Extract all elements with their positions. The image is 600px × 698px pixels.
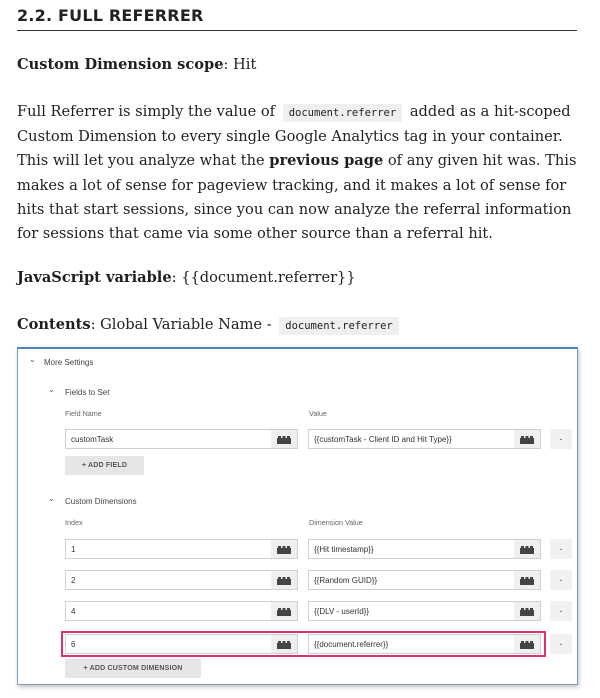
variable-brick-icon[interactable] (514, 539, 541, 559)
dimension-value-input[interactable]: {{Random GUID}} (308, 570, 515, 590)
dimension-value-column-label: Dimension Value (309, 518, 363, 527)
remove-field-button[interactable]: - (550, 429, 572, 449)
scope-value: : Hit (223, 56, 257, 73)
gtm-settings-screenshot (17, 347, 578, 685)
remove-dimension-button[interactable]: - (550, 634, 572, 654)
dimension-value-input[interactable]: {{DLV - userId}} (308, 601, 515, 621)
field-name-input[interactable]: customTask (65, 429, 272, 449)
index-column-label: Index (65, 518, 83, 527)
description-bold: previous page (269, 152, 384, 170)
fields-to-set-toggle[interactable]: Fields to Set (65, 388, 110, 397)
js-variable-label: JavaScript variable (17, 269, 172, 286)
section-title: 2.2. FULL REFERRER (17, 6, 577, 31)
variable-brick-icon[interactable] (514, 570, 541, 590)
contents-line (17, 313, 582, 338)
description-part1: Full Referrer is simply the value of (17, 103, 276, 120)
dimension-value-input[interactable]: {{document.referrer}} (308, 634, 515, 654)
scope-line (17, 53, 582, 77)
more-settings-toggle[interactable]: More Settings (44, 358, 94, 367)
contents-value: : Global Variable Name - (90, 316, 272, 333)
variable-brick-icon[interactable] (271, 539, 298, 559)
dimension-index-input[interactable]: 2 (65, 570, 272, 590)
highlight-box (61, 631, 546, 657)
remove-dimension-button[interactable]: - (550, 601, 572, 621)
contents-label: Contents (17, 316, 91, 333)
js-variable-line (17, 266, 582, 290)
variable-brick-icon[interactable] (514, 429, 541, 449)
js-variable-value: : {{document.referrer}} (171, 269, 356, 286)
remove-dimension-button[interactable]: - (550, 570, 572, 590)
code-document-referrer: document.referrer (283, 104, 402, 122)
description-part2: added as a hit-scoped Custom Dimension to every single Google Analytics tag in your container. This will let you analyze what the (17, 103, 571, 170)
chevron-down-icon[interactable]: ⌄ (48, 385, 55, 394)
variable-brick-icon[interactable] (271, 601, 298, 621)
variable-brick-icon[interactable] (514, 601, 541, 621)
chevron-down-icon[interactable]: ⌄ (48, 494, 55, 503)
description-part3: of any given hit was. This makes a lot of sense for pageview tracking, and it makes a lot of sense for hits that start sessions, since you can now analyze the referral information for sessions that came via some other source than a referral hit. (17, 152, 577, 243)
dimension-index-input[interactable]: 4 (65, 601, 272, 621)
add-field-button[interactable]: + ADD FIELD (65, 456, 144, 475)
dimension-index-input[interactable]: 6 (65, 634, 272, 654)
scope-label: Custom Dimension scope (17, 56, 224, 73)
dimension-value-input[interactable]: {{Hit timestamp}} (308, 539, 515, 559)
field-value-input[interactable]: {{customTask - Client ID and Hit Type}} (308, 429, 515, 449)
add-custom-dimension-button[interactable]: + ADD CUSTOM DIMENSION (65, 659, 201, 678)
variable-brick-icon[interactable] (271, 429, 298, 449)
remove-dimension-button[interactable]: - (550, 539, 572, 559)
custom-dimensions-toggle[interactable]: Custom Dimensions (65, 497, 137, 506)
value-column-label: Value (309, 409, 327, 418)
description-paragraph (17, 100, 582, 246)
contents-code: document.referrer (279, 317, 398, 335)
field-name-column-label: Field Name (65, 409, 102, 418)
variable-brick-icon[interactable] (271, 570, 298, 590)
dimension-index-input[interactable]: 1 (65, 539, 272, 559)
chevron-down-icon[interactable]: ⌄ (29, 355, 36, 364)
